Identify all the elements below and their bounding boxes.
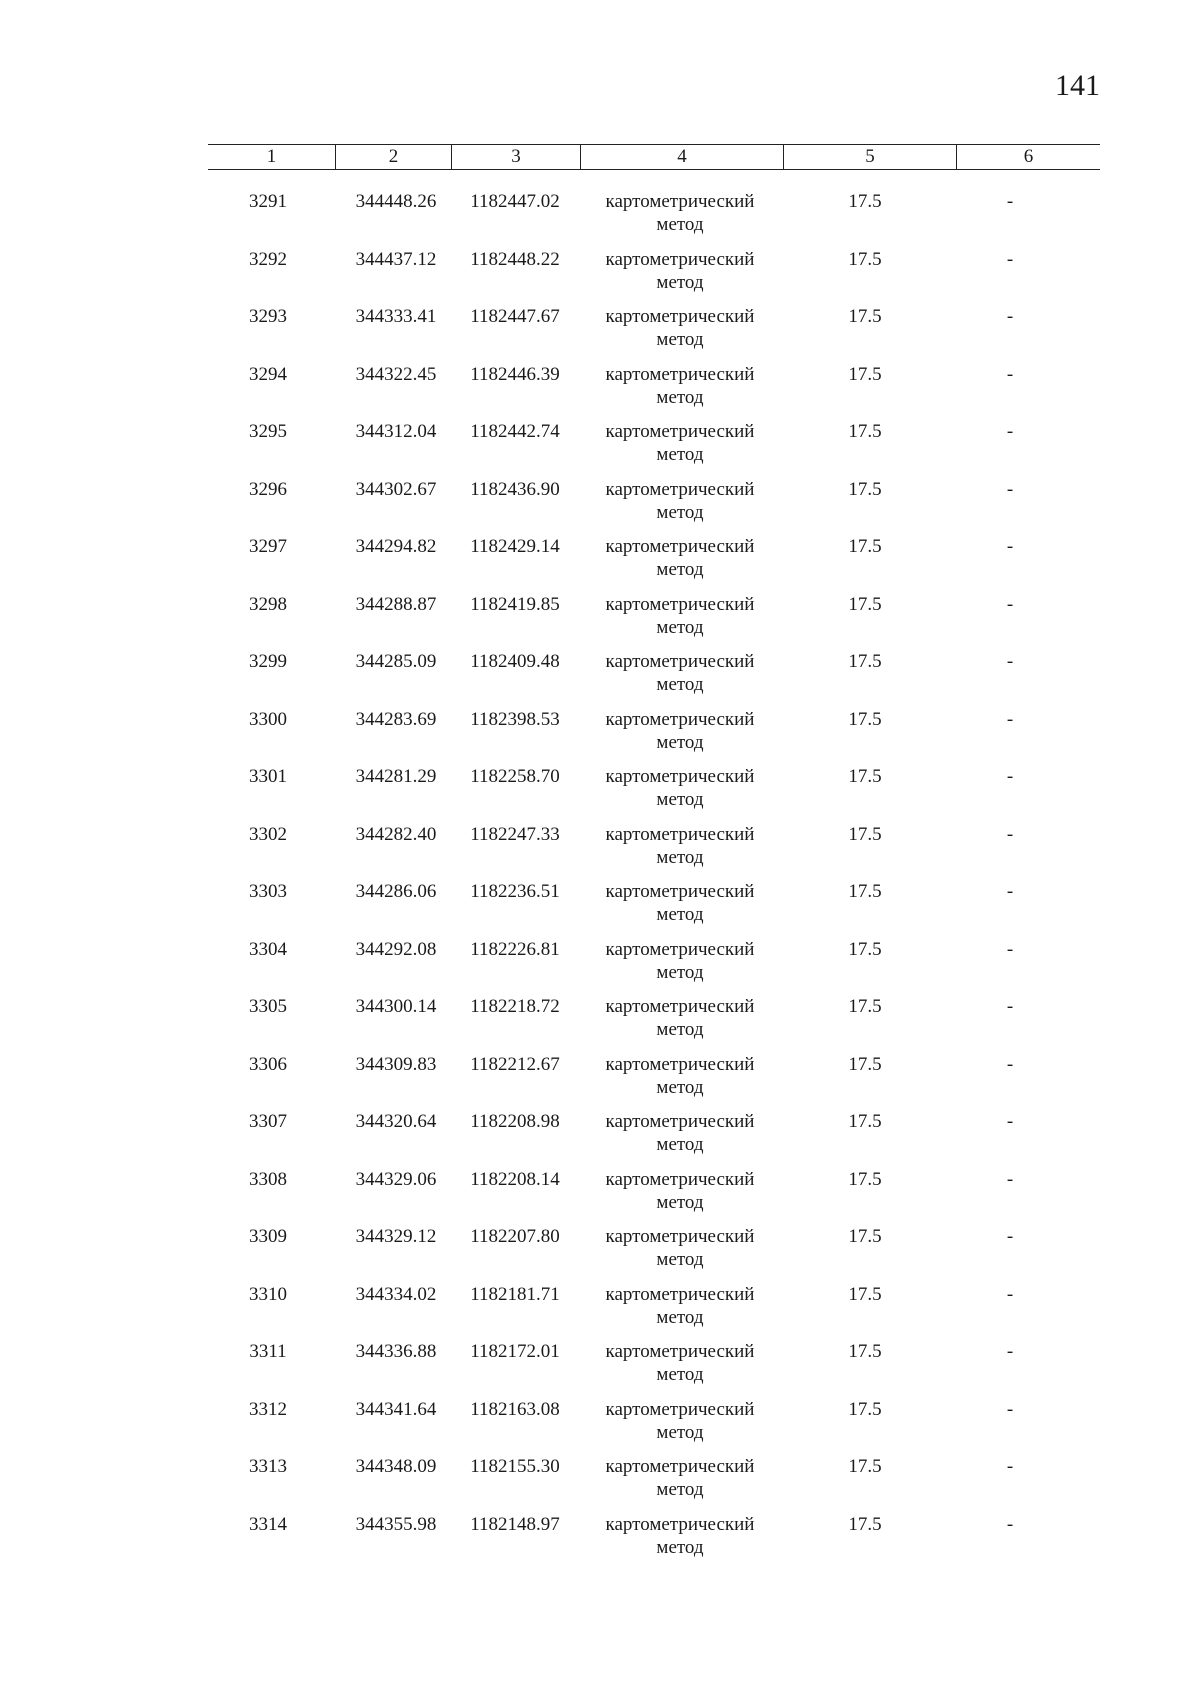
accuracy-cell: 17.5	[848, 1283, 882, 1305]
point-number-cell: 3293	[249, 306, 287, 327]
method-cell: картометрический метод	[605, 1283, 755, 1328]
note-cell: -	[1006, 823, 1014, 845]
method-cell: картометрический метод	[605, 1226, 755, 1270]
method-cell: картометрический метод	[605, 881, 755, 925]
method-cell: картометрический метод	[605, 421, 755, 465]
point-number-cell: 3304	[249, 938, 287, 960]
point-number-cell: 3297	[249, 536, 287, 557]
table-row	[0, 765, 1200, 823]
y-coordinate-cell: 1182172.01	[470, 1341, 560, 1362]
y-coordinate-cell: 1182442.74	[470, 421, 560, 442]
note-cell: -	[1006, 938, 1014, 960]
x-coordinate-cell: 344336.88	[355, 1341, 437, 1362]
accuracy-cell: 17.5	[848, 478, 882, 500]
point-number-cell: 3305	[249, 996, 287, 1017]
accuracy-cell: 17.5	[848, 1398, 882, 1420]
accuracy-cell: 17.5	[848, 306, 882, 327]
y-coordinate-cell: 1182208.14	[470, 1168, 560, 1190]
point-number-cell: 3300	[249, 708, 287, 730]
note-cell: -	[1006, 1341, 1014, 1362]
accuracy-cell: 17.5	[848, 593, 882, 615]
table-row	[0, 190, 1200, 248]
accuracy-cell: 17.5	[848, 191, 882, 212]
table-row	[0, 535, 1200, 593]
x-coordinate-cell: 344288.87	[355, 593, 437, 615]
table-row	[0, 593, 1200, 651]
page-number: 141	[1055, 69, 1100, 102]
table-row	[0, 880, 1200, 938]
method-cell: картометрический метод	[605, 536, 755, 580]
y-coordinate-cell: 1182448.22	[470, 248, 560, 270]
table-row	[0, 1053, 1200, 1111]
y-coordinate-cell: 1182155.30	[470, 1456, 560, 1477]
point-number-cell: 3310	[249, 1283, 287, 1305]
table-row	[0, 1340, 1200, 1398]
note-cell: -	[1006, 1111, 1014, 1132]
note-cell: -	[1006, 1283, 1014, 1305]
x-coordinate-cell: 344329.12	[355, 1226, 437, 1247]
y-coordinate-cell: 1182181.71	[470, 1283, 560, 1305]
x-coordinate-cell: 344292.08	[355, 938, 437, 960]
point-number-cell: 3291	[249, 191, 287, 212]
table-row	[0, 248, 1200, 306]
table-row	[0, 420, 1200, 478]
x-coordinate-cell: 344312.04	[355, 421, 437, 442]
x-coordinate-cell: 344333.41	[355, 306, 437, 327]
method-cell: картометрический метод	[605, 1111, 755, 1155]
method-cell: картометрический метод	[605, 593, 755, 638]
point-number-cell: 3299	[249, 651, 287, 672]
accuracy-cell: 17.5	[848, 1341, 882, 1362]
y-coordinate-cell: 1182419.85	[470, 593, 560, 615]
point-number-cell: 3313	[249, 1456, 287, 1477]
method-cell: картометрический метод	[605, 938, 755, 983]
y-coordinate-cell: 1182207.80	[470, 1226, 560, 1247]
point-number-cell: 3309	[249, 1226, 287, 1247]
x-coordinate-cell: 344302.67	[355, 478, 437, 500]
note-cell: -	[1006, 1513, 1014, 1535]
y-coordinate-cell: 1182429.14	[470, 536, 560, 557]
table-row	[0, 1398, 1200, 1456]
method-cell: картометрический метод	[605, 1341, 755, 1385]
y-coordinate-cell: 1182148.97	[470, 1513, 560, 1535]
method-cell: картометрический метод	[605, 766, 755, 810]
accuracy-cell: 17.5	[848, 1168, 882, 1190]
note-cell: -	[1006, 708, 1014, 730]
y-coordinate-cell: 1182236.51	[470, 881, 560, 902]
x-coordinate-cell: 344437.12	[355, 248, 437, 270]
table-row	[0, 650, 1200, 708]
method-cell: картометрический метод	[605, 1456, 755, 1500]
method-cell: картометрический метод	[605, 651, 755, 695]
x-coordinate-cell: 344294.82	[355, 536, 437, 557]
note-cell: -	[1006, 191, 1014, 212]
x-coordinate-cell: 344309.83	[355, 1053, 437, 1075]
y-coordinate-cell: 1182398.53	[470, 708, 560, 730]
x-coordinate-cell: 344322.45	[355, 363, 437, 385]
point-number-cell: 3301	[249, 766, 287, 787]
point-number-cell: 3296	[249, 478, 287, 500]
table-row	[0, 823, 1200, 881]
x-coordinate-cell: 344283.69	[355, 708, 437, 730]
point-number-cell: 3302	[249, 823, 287, 845]
x-coordinate-cell: 344281.29	[355, 766, 437, 787]
y-coordinate-cell: 1182212.67	[470, 1053, 560, 1075]
accuracy-cell: 17.5	[848, 938, 882, 960]
table-row	[0, 708, 1200, 766]
accuracy-cell: 17.5	[848, 248, 882, 270]
table-row	[0, 1455, 1200, 1513]
table-row	[0, 363, 1200, 421]
method-cell: картометрический метод	[605, 1053, 755, 1098]
point-number-cell: 3311	[249, 1341, 287, 1362]
header-col-5: 5	[783, 145, 956, 169]
x-coordinate-cell: 344285.09	[355, 651, 437, 672]
y-coordinate-cell: 1182258.70	[470, 766, 560, 787]
point-number-cell: 3312	[249, 1398, 287, 1420]
accuracy-cell: 17.5	[848, 421, 882, 442]
accuracy-cell: 17.5	[848, 1513, 882, 1535]
note-cell: -	[1006, 996, 1014, 1017]
x-coordinate-cell: 344286.06	[355, 881, 437, 902]
method-cell: картометрический метод	[605, 306, 755, 350]
table-row	[0, 995, 1200, 1053]
y-coordinate-cell: 1182247.33	[470, 823, 560, 845]
header-col-6: 6	[956, 145, 1100, 169]
y-coordinate-cell: 1182446.39	[470, 363, 560, 385]
note-cell: -	[1006, 1168, 1014, 1190]
table-row	[0, 1168, 1200, 1226]
x-coordinate-cell: 344320.64	[355, 1111, 437, 1132]
note-cell: -	[1006, 1053, 1014, 1075]
x-coordinate-cell: 344300.14	[355, 996, 437, 1017]
method-cell: картометрический метод	[605, 996, 755, 1040]
point-number-cell: 3308	[249, 1168, 287, 1190]
y-coordinate-cell: 1182447.67	[470, 306, 560, 327]
table-header	[208, 144, 1100, 170]
accuracy-cell: 17.5	[848, 708, 882, 730]
method-cell: картометрический метод	[605, 1168, 755, 1213]
accuracy-cell: 17.5	[848, 363, 882, 385]
header-col-2: 2	[335, 145, 451, 169]
point-number-cell: 3292	[249, 248, 287, 270]
x-coordinate-cell: 344329.06	[355, 1168, 437, 1190]
note-cell: -	[1006, 1456, 1014, 1477]
point-number-cell: 3295	[249, 421, 287, 442]
accuracy-cell: 17.5	[848, 1456, 882, 1477]
method-cell: картометрический метод	[605, 191, 755, 235]
y-coordinate-cell: 1182226.81	[470, 938, 560, 960]
table-row	[0, 478, 1200, 536]
table-row	[0, 938, 1200, 996]
note-cell: -	[1006, 248, 1014, 270]
note-cell: -	[1006, 363, 1014, 385]
note-cell: -	[1006, 1398, 1014, 1420]
header-col-4: 4	[580, 145, 783, 169]
accuracy-cell: 17.5	[848, 1111, 882, 1132]
note-cell: -	[1006, 1226, 1014, 1247]
y-coordinate-cell: 1182447.02	[470, 191, 560, 212]
method-cell: картометрический метод	[605, 823, 755, 868]
point-number-cell: 3314	[249, 1513, 287, 1535]
accuracy-cell: 17.5	[848, 1053, 882, 1075]
point-number-cell: 3294	[249, 363, 287, 385]
x-coordinate-cell: 344448.26	[355, 191, 437, 212]
accuracy-cell: 17.5	[848, 881, 882, 902]
method-cell: картометрический метод	[605, 363, 755, 408]
table-row	[0, 1110, 1200, 1168]
header-col-3: 3	[451, 145, 580, 169]
accuracy-cell: 17.5	[848, 1226, 882, 1247]
y-coordinate-cell: 1182163.08	[470, 1398, 560, 1420]
note-cell: -	[1006, 536, 1014, 557]
note-cell: -	[1006, 421, 1014, 442]
method-cell: картометрический метод	[605, 248, 755, 293]
method-cell: картометрический метод	[605, 1398, 755, 1443]
x-coordinate-cell: 344334.02	[355, 1283, 437, 1305]
y-coordinate-cell: 1182218.72	[470, 996, 560, 1017]
method-cell: картометрический метод	[605, 478, 755, 523]
y-coordinate-cell: 1182409.48	[470, 651, 560, 672]
table-body	[0, 190, 1200, 1570]
x-coordinate-cell: 344355.98	[355, 1513, 437, 1535]
table-row	[0, 1283, 1200, 1341]
note-cell: -	[1006, 478, 1014, 500]
point-number-cell: 3307	[249, 1111, 287, 1132]
accuracy-cell: 17.5	[848, 996, 882, 1017]
accuracy-cell: 17.5	[848, 536, 882, 557]
accuracy-cell: 17.5	[848, 823, 882, 845]
table-row	[0, 305, 1200, 363]
table-row	[0, 1225, 1200, 1283]
accuracy-cell: 17.5	[848, 766, 882, 787]
note-cell: -	[1006, 766, 1014, 787]
y-coordinate-cell: 1182208.98	[470, 1111, 560, 1132]
note-cell: -	[1006, 651, 1014, 672]
method-cell: картометрический метод	[605, 708, 755, 753]
point-number-cell: 3306	[249, 1053, 287, 1075]
note-cell: -	[1006, 593, 1014, 615]
table-row	[0, 1513, 1200, 1571]
method-cell: картометрический метод	[605, 1513, 755, 1558]
header-col-1: 1	[266, 146, 277, 167]
point-number-cell: 3303	[249, 881, 287, 902]
x-coordinate-cell: 344282.40	[355, 823, 437, 845]
x-coordinate-cell: 344348.09	[355, 1456, 437, 1477]
accuracy-cell: 17.5	[848, 651, 882, 672]
point-number-cell: 3298	[249, 593, 287, 615]
note-cell: -	[1006, 881, 1014, 902]
note-cell: -	[1006, 306, 1014, 327]
x-coordinate-cell: 344341.64	[355, 1398, 437, 1420]
y-coordinate-cell: 1182436.90	[470, 478, 560, 500]
